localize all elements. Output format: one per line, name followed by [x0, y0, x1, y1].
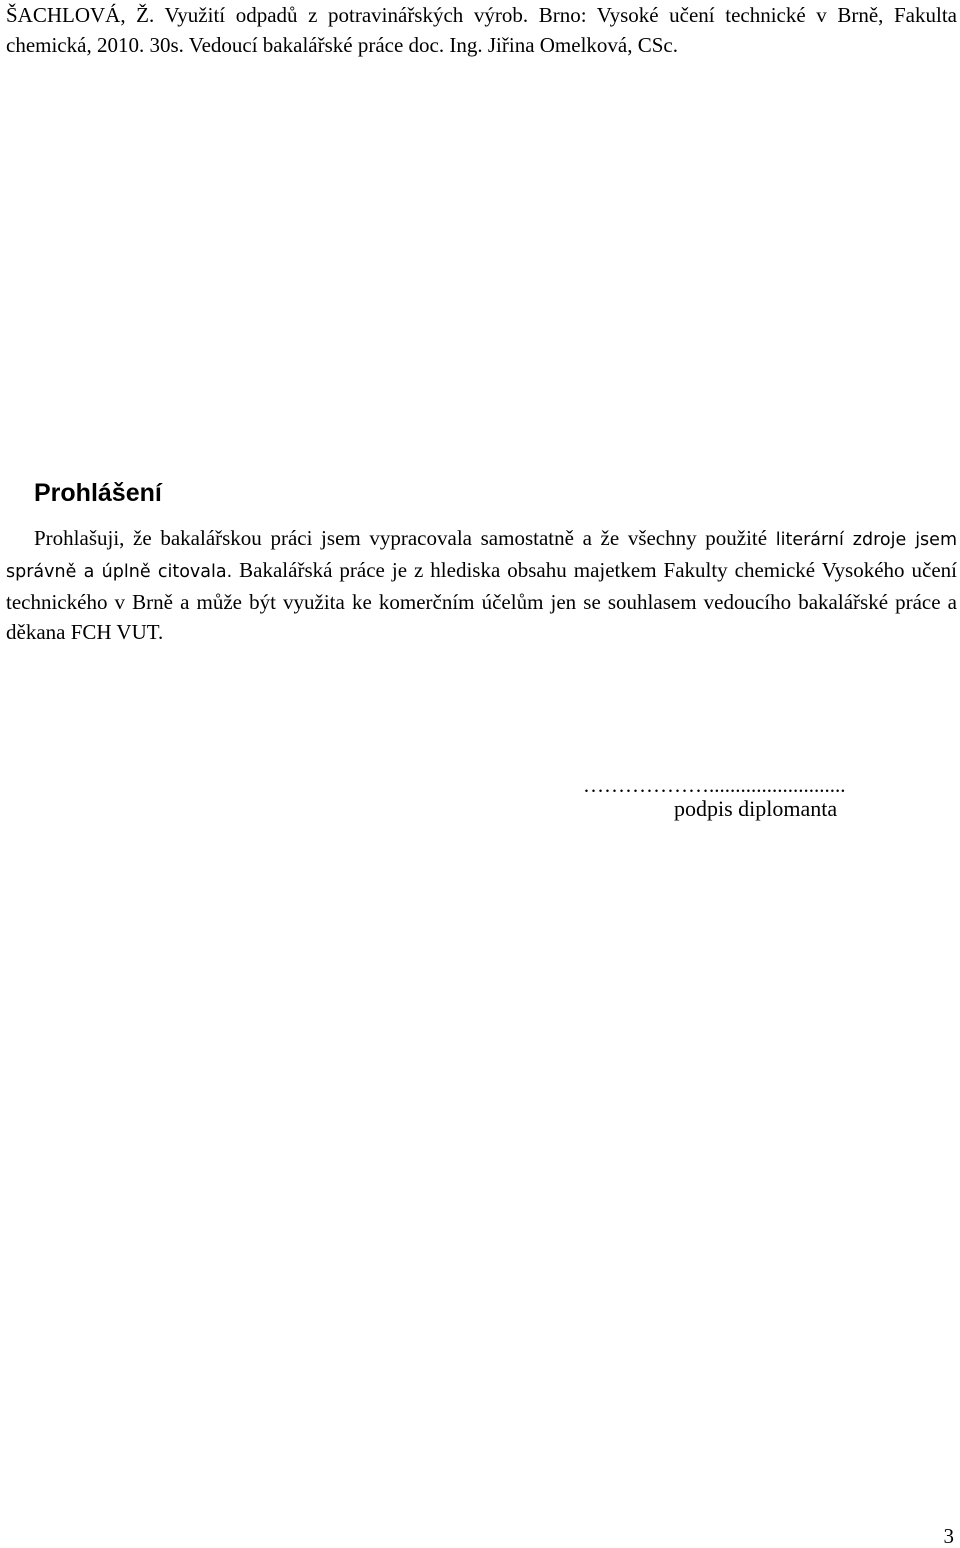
declaration-paragraph [6, 523, 957, 647]
signature-label: podpis diplomanta [674, 796, 838, 821]
declaration-text-part-3: Bakalářská práce je z hlediska obsahu majetkem Fakulty chemické Vysokého učení technického v Brně a může být využita ke komerčním účelům jen se souhlasem vedoucího bakalářské práce a děkana FCH VUT. [6, 558, 957, 644]
declaration-text-part-1: Prohlašuji, že bakalářskou práci jsem vypracovala samostatně a že všechny použité [34, 526, 776, 550]
declaration-text-part-2: literární zdroje jsem správně a úplně citovala. [6, 530, 957, 582]
page-number: 3 [943, 1524, 954, 1548]
signature-line: ……………….......................... [583, 773, 846, 797]
bibliographic-citation: ŠACHLOVÁ, Ž. Využití odpadů z potravinářských výrob. Brno: Vysoké učení technické v Brně, Fakulta chemická, 2010. 30s. Vedoucí bakalářské práce doc. Ing. Jiřina Omelková, CSc. [6, 3, 957, 57]
declaration-heading: Prohlášení [34, 479, 162, 507]
